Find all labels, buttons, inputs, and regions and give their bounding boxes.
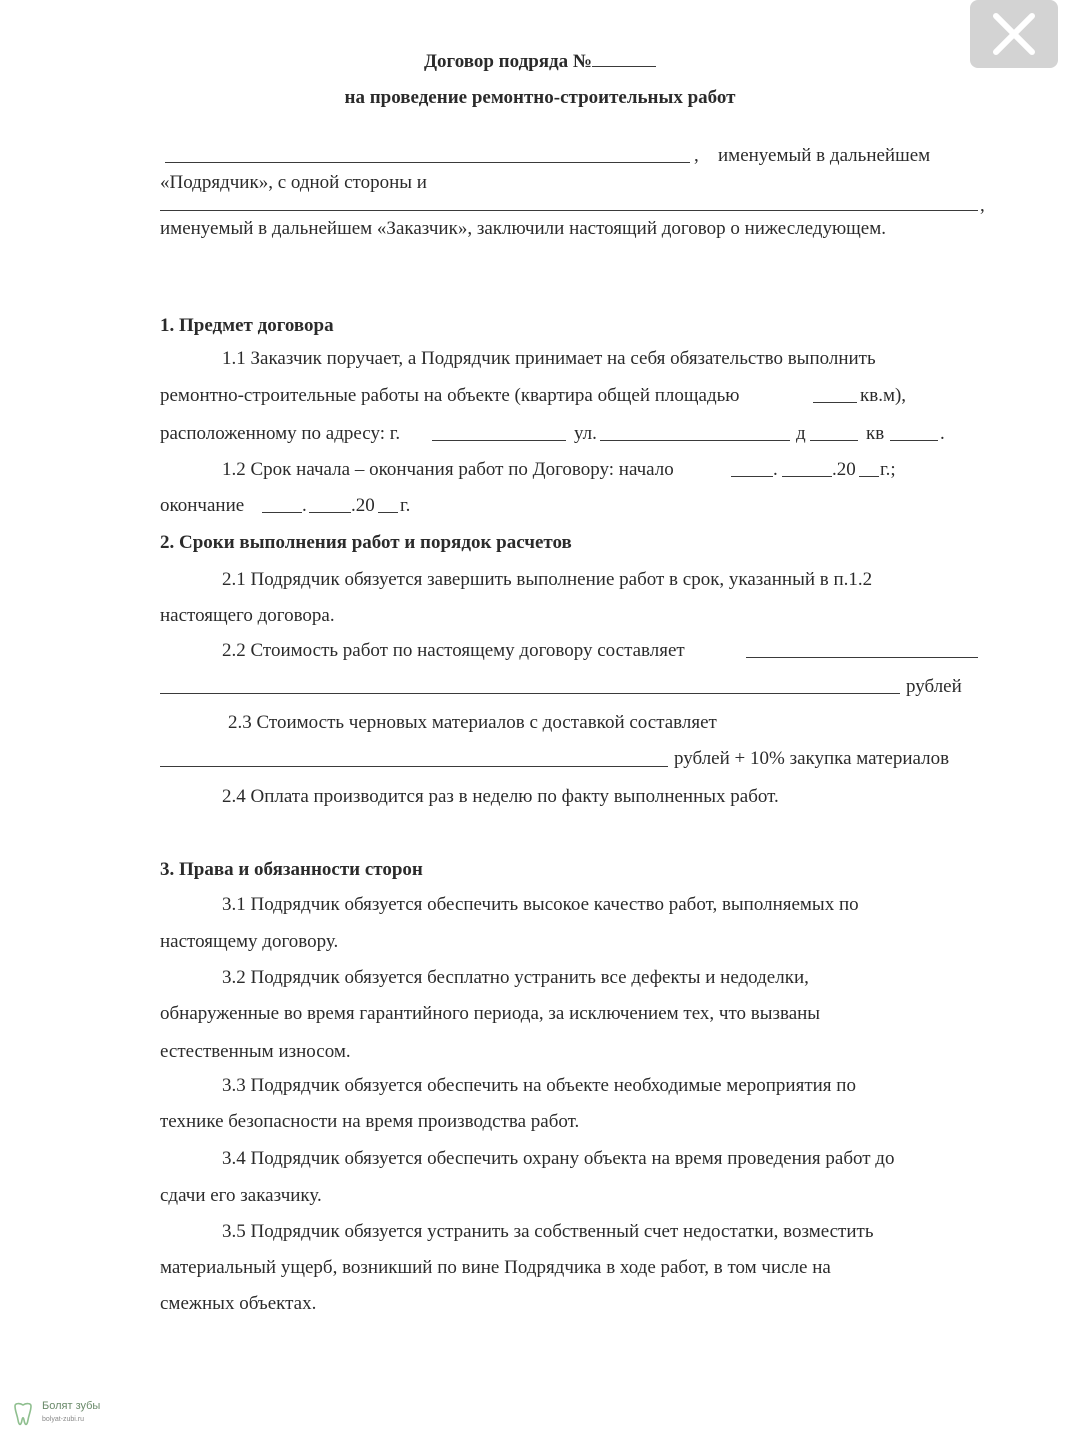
clause-3-2-line-2: обнаруженные во время гарантийного периода, за исключением тех, что вызваны: [160, 1003, 821, 1024]
clause-1-1-line-3: расположенному по адресу: г.: [160, 423, 401, 444]
clause-2-4: 2.4 Оплата производится раз в неделю по факту выполненных работ.: [222, 786, 779, 807]
intro-line-1: именуемый в дальнейшем: [718, 145, 931, 166]
contract-subtitle: на проведение ремонтно-строительных работ: [344, 87, 736, 108]
clause-2-2-line-1: 2.2 Стоимость работ по настоящему договору составляет: [222, 640, 685, 661]
clause-2-1-line-1: 2.1 Подрядчик обязуется завершить выполнение работ в срок, указанный в п.1.2: [222, 569, 873, 590]
document-page: Договор подряда № на проведение ремонтно-строительных работ , именуемый в дальнейшем «Подрядчик», с одной стороны и , именуемый в дальнейшем «Заказчик», заключили настоящий договор о нижеследующем. 1. Предмет договора 1.1 Заказчик поручает, а Подрядчик принимает на себя обязательство выполнить ремонтно-строительные работы на объекте (квартира общей площадью кв.м), расположенному по адресу: г. ул. д кв . 1.2 Срок начала – окончания работ по Договору: начало . .20 г.; окончание . .20 г. 2. Сроки выполнения работ и порядок расчетов 2.1 Подрядчик обязуется завершить выполнение работ в срок, указанный в п.1.2 настоящего договора. 2.2 Стоимость работ по настоящему договору составляет рублей 2.3 Стоимость черновых материалов с доставкой составляет рублей + 10% закупка материалов 2.4 Оплата производится раз в неделю по факту выполненных работ. 3. Права и обязанности сторон 3.1 Подрядчик обязуется обеспечить высокое качество работ, выполняемых по настоящему договору. 3.2 Подрядчик обязуется бесплатно устранить все дефекты и недоделки, обнаруженные во время гарантийного периода, за исключением тех, что вызваны естественным износом. 3.3 Подрядчик обязуется обеспечить на объекте необходимые мероприятия по технике безопасности на время производства работ. 3.4 Подрядчик обязуется обеспечить охрану объекта на время проведения работ до сдачи его заказчику. 3.5 Подрядчик обязуется устранить за собственный счет недостатки, возместить материальный ущерб, возникший по вине Подрядчика в ходе работ, в том числе на смежных объектах. Болят зубы bolyat-zubi.ru: [0, 0, 1080, 1437]
intro-line-2: «Подрядчик», с одной стороны и: [160, 172, 427, 193]
end-year-blank: [378, 512, 398, 513]
section-1-heading: 1. Предмет договора: [160, 315, 334, 336]
clause-3-5-line-1: 3.5 Подрядчик обязуется устранить за собственный счет недостатки, возместить: [222, 1221, 874, 1242]
house-blank: [810, 440, 858, 441]
street-blank: [600, 440, 790, 441]
clause-1-2-line-1: 1.2 Срок начала – окончания работ по Договору: начало: [222, 459, 674, 480]
work-cost-blank-2: [160, 693, 900, 694]
end-day-blank: [262, 512, 302, 513]
area-blank: [813, 402, 857, 403]
clause-3-4-line-1: 3.4 Подрядчик обязуется обеспечить охрану объекта на время проведения работ до: [222, 1148, 895, 1169]
clause-1-2-line-2: окончание: [160, 495, 245, 516]
close-button[interactable]: [970, 0, 1058, 68]
clause-3-3-line-2: технике безопасности на время производства работ.: [160, 1111, 580, 1132]
section-2-heading: 2. Сроки выполнения работ и порядок расчетов: [160, 532, 572, 553]
clause-2-3-line-1: 2.3 Стоимость черновых материалов с доставкой составляет: [228, 712, 717, 733]
clause-3-4-line-2: сдачи его заказчику.: [160, 1185, 322, 1206]
clause-2-1-line-2: настоящего договора.: [160, 605, 335, 626]
intro-line-3: именуемый в дальнейшем «Заказчик», заключили настоящий договор о нижеследующем.: [160, 218, 886, 239]
tooth-logo-icon: [12, 1402, 34, 1428]
contract-title: Договор подряда №: [0, 50, 1080, 74]
materials-cost-blank: [160, 766, 668, 767]
clause-3-3-line-1: 3.3 Подрядчик обязуется обеспечить на объекте необходимые мероприятия по: [222, 1075, 856, 1096]
clause-3-1-line-2: настоящему договору.: [160, 931, 339, 952]
watermark-name: Болят зубы: [42, 1400, 101, 1412]
clause-3-1-line-1: 3.1 Подрядчик обязуется обеспечить высокое качество работ, выполняемых по: [222, 894, 859, 915]
work-cost-blank-1: [746, 657, 978, 658]
section-3-heading: 3. Права и обязанности сторон: [160, 859, 423, 880]
watermark-url: bolyat-zubi.ru: [42, 1416, 85, 1423]
clause-3-2-line-1: 3.2 Подрядчик обязуется бесплатно устранить все дефекты и недоделки,: [222, 967, 809, 988]
clause-3-5-line-2: материальный ущерб, возникший по вине Подрядчика в ходе работ, в том числе на: [160, 1257, 831, 1278]
start-year-blank: [859, 476, 879, 477]
start-day-blank: [731, 476, 773, 477]
customer-name-blank: [160, 210, 978, 211]
end-month-blank: [309, 512, 351, 513]
clause-3-2-line-3: естественным износом.: [160, 1041, 351, 1062]
close-icon: [990, 10, 1038, 58]
clause-3-5-line-3: смежных объектах.: [160, 1293, 317, 1314]
city-blank: [432, 440, 566, 441]
clause-1-1-line-2: ремонтно-строительные работы на объекте (квартира общей площадью: [160, 385, 740, 406]
clause-1-1-line-1: 1.1 Заказчик поручает, а Подрядчик принимает на себя обязательство выполнить: [222, 348, 876, 369]
start-month-blank: [782, 476, 832, 477]
contractor-name-blank: [165, 162, 690, 163]
apartment-blank: [890, 440, 938, 441]
